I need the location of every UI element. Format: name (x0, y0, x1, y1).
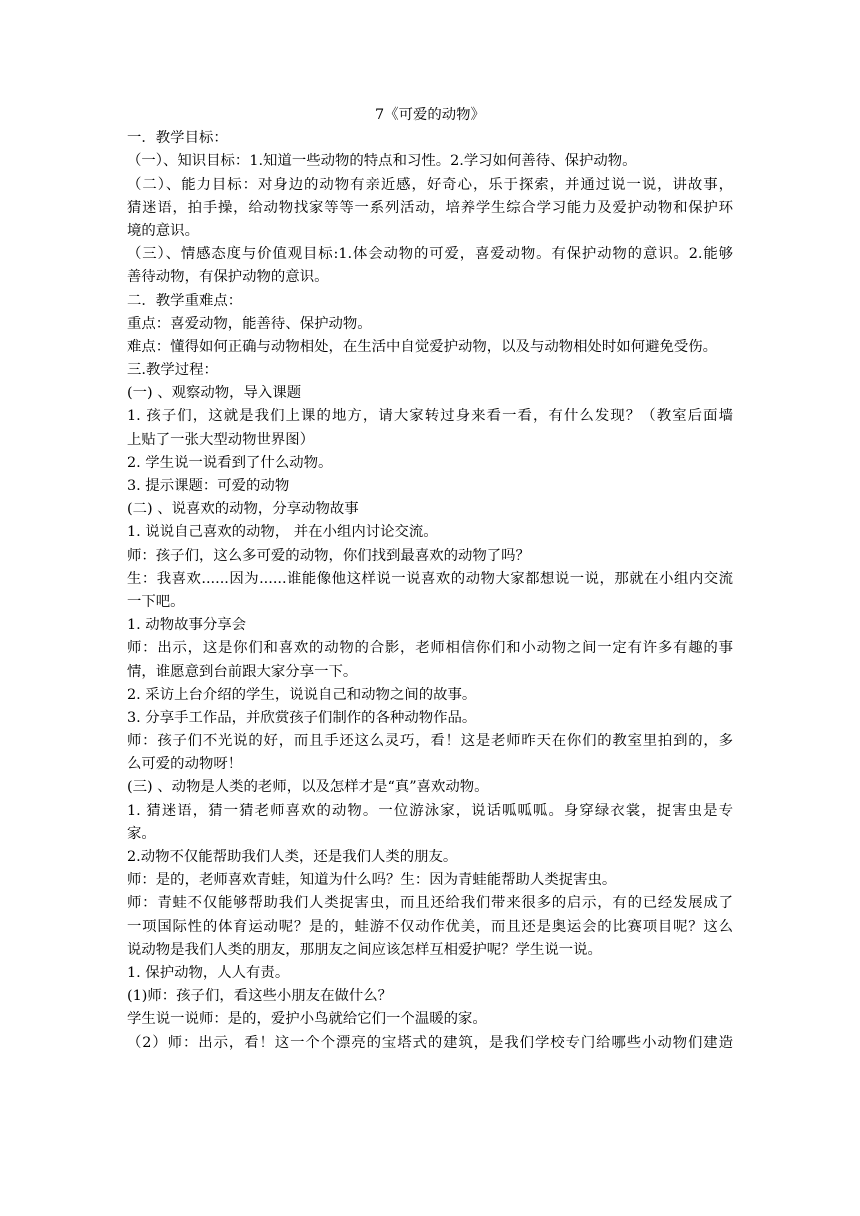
paragraph-line: 1. 说说自己喜欢的动物， 并在小组内讨论交流。 (127, 524, 438, 541)
paragraph-line: 境的意识。 (127, 222, 199, 239)
section-heading: 一．教学目标： (127, 130, 228, 147)
paragraph-line: 一下吧。 (127, 593, 185, 610)
paragraph-line: 2. 学生说一说看到了什么动物。 (127, 454, 333, 471)
paragraph-line: 一项国际性的体育运动呢？是的，蛙游不仅动作优美，而且还是奥运会的比赛项目呢？这么 (127, 918, 733, 935)
subsection-heading: (三) 、动物是人类的老师，以及怎样才是“真”喜欢动物。 (127, 779, 489, 796)
paragraph-line: 师：孩子们，这么多可爱的动物，你们找到最喜欢的动物了吗？ (127, 547, 530, 564)
paragraph-line: （一）、知识目标：1.知道一些动物的特点和习性。2.学习如何善待、保护动物。 (127, 153, 637, 170)
paragraph-line: 师：出示，这是你们和喜欢的动物的合影，老师相信你们和小动物之间一定有许多有趣的事 (127, 640, 733, 657)
section-heading: 三.教学过程： (127, 362, 218, 379)
paragraph-line: （二）、能力目标：对身边的动物有亲近感，好奇心，乐于探索，并通过说一说，讲故事， (127, 176, 733, 193)
paragraph-line: 难点：懂得如何正确与动物相处，在生活中自觉爱护动物，以及与动物相处时如何避免受伤。 (127, 338, 718, 355)
paragraph-line: 学生说一说师：是的，爱护小鸟就给它们一个温暖的家。 (127, 1011, 487, 1028)
paragraph-line: 说动物是我们人类的朋友，那朋友之间应该怎样互相爱护呢？学生说一说。 (127, 941, 602, 958)
subsection-heading: (二) 、说喜欢的动物，分享动物故事 (127, 501, 359, 518)
paragraph-line: 3. 分享手工作品，并欣赏孩子们制作的各种动物作品。 (127, 709, 477, 726)
paragraph-line: （三）、情感态度与价值观目标:1.体会动物的可爱，喜爱动物。有保护动物的意识。2.能够 (127, 246, 733, 263)
paragraph-line: 善待动物，有保护动物的意识。 (127, 269, 329, 286)
document-title: 7《可爱的动物》 (375, 107, 485, 123)
paragraph-line: 1. 保护动物，人人有责。 (127, 964, 290, 981)
paragraph-line: 1. 猜迷语，猜一猜老师喜欢的动物。一位游泳家，说话呱呱呱。身穿绿衣裳，捉害虫是专 (127, 802, 733, 819)
paragraph-line: 师：青蛙不仅能够帮助我们人类捉害虫，而且还给我们带来很多的启示，有的已经发展成了 (127, 895, 733, 912)
paragraph-line: 重点：喜爱动物，能善待、保护动物。 (127, 315, 372, 332)
document-body (127, 104, 733, 1055)
paragraph-line: 2.动物不仅能帮助我们人类，还是我们人类的朋友。 (127, 849, 458, 865)
section-heading: 二．教学重难点： (127, 292, 243, 309)
paragraph-line: 生：我喜欢......因为......谁能像他这样说一说喜欢的动物大家都想说一说，那就在小组内交流 (127, 570, 733, 587)
paragraph-line: （2）师：出示，看！这一个个漂亮的宝塔式的建筑，是我们学校专门给哪些小动物们建造 (127, 1034, 733, 1051)
paragraph-line: 3. 提示课题：可爱的动物 (127, 478, 290, 494)
paragraph-line: 猜迷语，拍手操，给动物找家等等一系列活动，培养学生综合学习能力及爱护动物和保护环 (127, 199, 733, 216)
paragraph-line: (1)师：孩子们，看这些小朋友在做什么？ (127, 988, 393, 1005)
paragraph-line: 上贴了一张大型动物世界图） (127, 431, 315, 448)
paragraph-line: 师：是的，老师喜欢青蛙，知道为什么吗？生：因为青蛙能帮助人类捉害虫。 (127, 872, 617, 889)
paragraph-line: 2. 采访上台介绍的学生，说说自己和动物之间的故事。 (127, 686, 477, 703)
subsection-heading: (一) 、观察动物，导入课题 (127, 385, 302, 402)
paragraph-line: 1. 孩子们，这就是我们上课的地方，请大家转过身来看一看，有什么发现？（教室后面墙 (127, 408, 733, 425)
paragraph-line: 情，谁愿意到台前跟大家分享一下。 (127, 663, 358, 680)
paragraph-line: 么可爱的动物呀！ (127, 756, 243, 773)
paragraph-line: 师：孩子们不光说的好，而且手还这么灵巧，看！这是老师昨天在你们的教室里拍到的，多 (127, 733, 733, 750)
paragraph-line: 1. 动物故事分享会 (127, 617, 247, 634)
paragraph-line: 家。 (127, 825, 156, 842)
